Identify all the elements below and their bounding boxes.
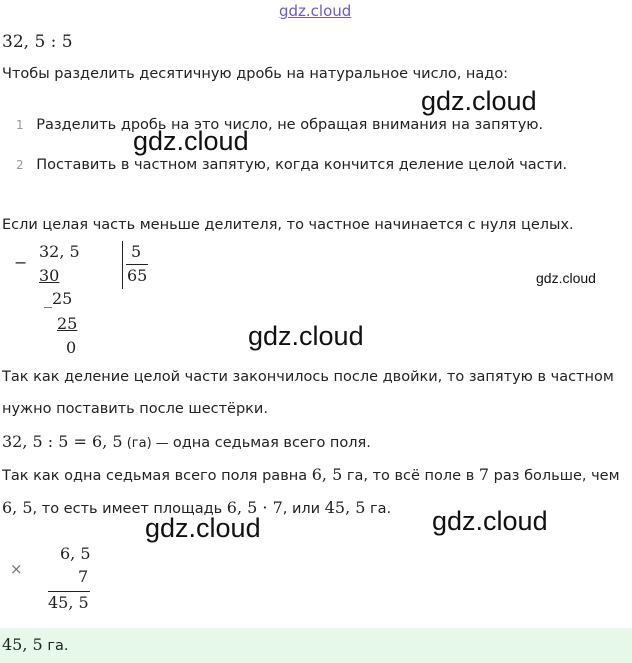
- text-segment: га.: [365, 501, 392, 517]
- division-result-unit: (га) —: [122, 436, 173, 451]
- divisor: 5: [131, 242, 142, 261]
- watermark: gdz.cloud: [133, 126, 249, 156]
- answer-unit: га.: [42, 638, 69, 654]
- multiplier: 7: [78, 567, 89, 586]
- field-paragraph-line-1: [2, 465, 620, 484]
- text-segment: Так как одна седьмая всего поля равна: [2, 468, 312, 484]
- watermark-top: gdz.cloud: [279, 2, 352, 20]
- remainder-2: 0: [66, 338, 77, 357]
- divisor-vertical-line: [122, 241, 123, 289]
- text-segment: раз больше, чем: [489, 468, 620, 484]
- rule-intro: Чтобы разделить десятичную дробь на натуральное число, надо:: [2, 66, 509, 82]
- problem-expression: 32, 5 : 5: [2, 32, 73, 52]
- math-segment: 6, 5 · 7: [226, 498, 283, 517]
- step-number: 1: [16, 118, 24, 132]
- division-result-text: одна седьмая всего поля.: [172, 435, 371, 451]
- math-segment: 6, 5: [311, 465, 343, 484]
- step-item-1: [16, 117, 543, 133]
- explanation-line-2: нужно поставить после шестёрки.: [2, 401, 268, 417]
- note-zero-integer: Если целая часть меньше делителя, то частное начинается с нуля целых.: [2, 217, 574, 233]
- math-segment: 6, 5: [2, 498, 33, 517]
- remainder-1-value: 25: [52, 289, 73, 308]
- watermark: gdz.cloud: [145, 513, 261, 543]
- text-segment: га, то всё поле в: [342, 468, 479, 484]
- answer-box: [0, 628, 632, 663]
- multiplication-line: [48, 591, 90, 592]
- division-result-expression: 32, 5 : 5 = 6, 5: [2, 432, 123, 451]
- multiplicand: 6, 5: [60, 544, 91, 563]
- answer: [2, 635, 68, 654]
- text-segment: , или: [282, 501, 325, 517]
- step-text: Поставить в частном запятую, когда кончится деление целой части.: [36, 157, 568, 173]
- subtrahend-1: 30: [39, 266, 60, 285]
- step-number: 2: [16, 158, 24, 172]
- watermark: gdz.cloud: [536, 270, 596, 286]
- step-text: Разделить дробь на это число, не обращая внимания на запятую.: [36, 117, 544, 133]
- watermark: gdz.cloud: [432, 506, 548, 536]
- dividend: 32, 5: [39, 242, 80, 261]
- math-segment: 7: [478, 465, 490, 484]
- quotient: 65: [127, 266, 148, 285]
- times-sign: ×: [10, 560, 23, 578]
- subtrahend-2: 25: [57, 314, 78, 333]
- minus-sign: −: [14, 253, 28, 272]
- answer-value: 45, 5: [2, 635, 43, 654]
- product: 45, 5: [48, 593, 89, 612]
- division-result: [2, 432, 371, 451]
- watermark: gdz.cloud: [421, 86, 537, 116]
- divisor-horizontal-line: [126, 264, 148, 265]
- text-segment: , то есть имеет площадь: [32, 501, 227, 517]
- step-item-2: [16, 157, 567, 173]
- watermark: gdz.cloud: [248, 321, 364, 351]
- remainder-1: _25: [44, 289, 73, 308]
- math-segment: 45, 5: [324, 498, 366, 517]
- explanation-line-1: Так как деление целой части закончилось после двойки, то запятую в частном: [2, 369, 614, 385]
